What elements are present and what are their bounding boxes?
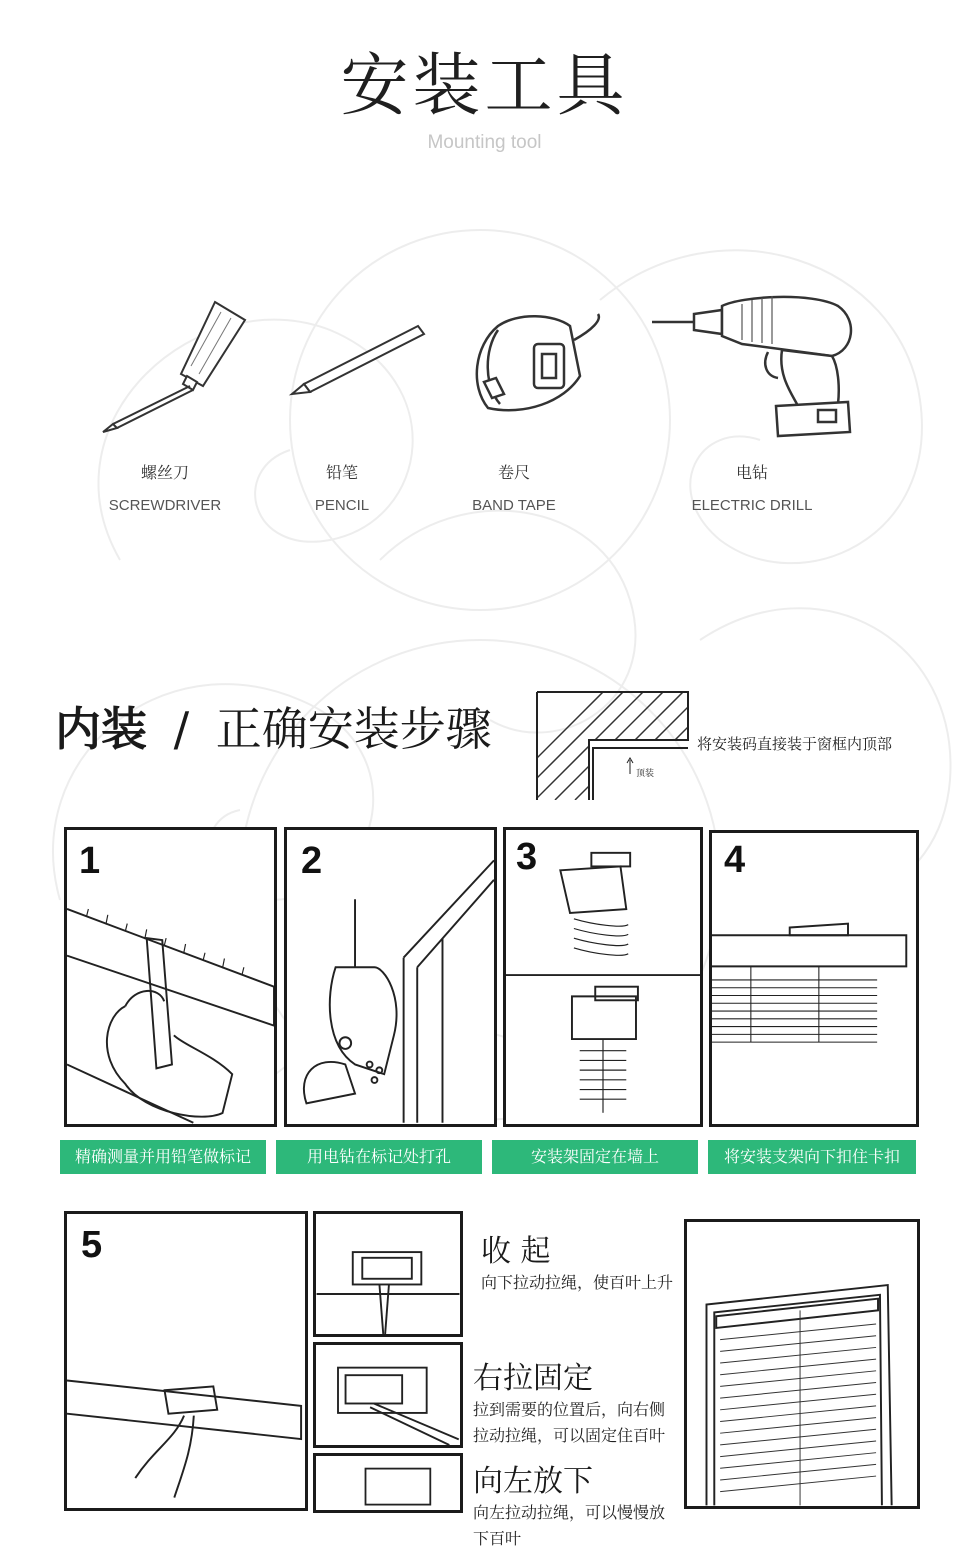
tool-cn-label: 螺丝刀 <box>140 463 189 482</box>
op-panel-lower <box>313 1453 463 1513</box>
step-number: 3 <box>516 836 538 878</box>
op-desc: 向左拉动拉绳，可以慢慢放下百叶 <box>473 1503 666 1548</box>
tool-en-label: SCREWDRIVER <box>108 497 222 514</box>
step-number: 5 <box>81 1224 103 1266</box>
tool-electric-drill <box>642 290 862 514</box>
top-mount-diagram <box>535 690 690 802</box>
op-panel-lock <box>313 1342 463 1448</box>
raise-detail-illustration <box>316 1214 460 1334</box>
tool-cn-label: 铅笔 <box>325 463 358 482</box>
tool-cn-label: 电钻 <box>735 463 768 482</box>
electric-drill-icon <box>652 290 852 450</box>
page-title: 安装工具 <box>340 47 629 126</box>
lower-detail-illustration <box>316 1456 460 1510</box>
step-number: 2 <box>301 840 323 882</box>
step-number: 1 <box>79 840 101 882</box>
tool-en-label: PENCIL <box>314 497 370 514</box>
lock-detail-illustration <box>316 1345 460 1445</box>
op-lower <box>473 1456 673 1552</box>
window-blind-panel <box>684 1219 920 1509</box>
window-blind-illustration <box>687 1222 917 1506</box>
page-subtitle: Mounting tool <box>427 132 542 153</box>
op-title: 向左放下 <box>473 1464 593 1499</box>
section-title <box>55 693 492 759</box>
step-number: 4 <box>724 839 746 881</box>
op-raise <box>481 1226 681 1296</box>
section-title-rest: 正确安装步骤 <box>215 702 492 756</box>
tool-en-label: BAND TAPE <box>472 497 556 514</box>
tool-cn-label: 卷尺 <box>497 463 530 482</box>
op-desc: 拉到需要的位置后，向右侧拉动拉绳，可以固定住百叶 <box>473 1400 666 1445</box>
cord-lock-illustration <box>67 1214 305 1508</box>
section-title-bold: 内装 <box>55 702 147 756</box>
step-caption-2: 用电钻在标记处打孔 <box>276 1140 482 1174</box>
op-desc: 向下拉动拉绳，使百叶上升 <box>481 1273 674 1292</box>
diagram-note: 将安装码直接装于窗框内顶部 <box>697 735 893 753</box>
step-panel-2 <box>284 827 497 1127</box>
step-panel-3 <box>503 827 703 1127</box>
band-tape-icon <box>414 290 614 450</box>
section-title-sep: / <box>173 702 190 756</box>
step-caption-4: 将安装支架向下扣住卡扣 <box>708 1140 916 1174</box>
step-caption-3: 安装架固定在墙上 <box>492 1140 698 1174</box>
op-title: 右拉固定 <box>473 1361 593 1396</box>
op-panel-raise <box>313 1211 463 1337</box>
step-panel-1 <box>64 827 277 1127</box>
step-caption-1: 精确测量并用铅笔做标记 <box>60 1140 266 1174</box>
tool-en-label: ELECTRIC DRILL <box>691 497 813 514</box>
op-title: 收 起 <box>481 1234 551 1269</box>
tool-band-tape <box>404 290 624 514</box>
op-lock <box>473 1353 673 1449</box>
diagram-label: 顶装 <box>636 769 655 779</box>
step-panel-5 <box>64 1211 308 1511</box>
step-panel-4 <box>709 830 919 1127</box>
